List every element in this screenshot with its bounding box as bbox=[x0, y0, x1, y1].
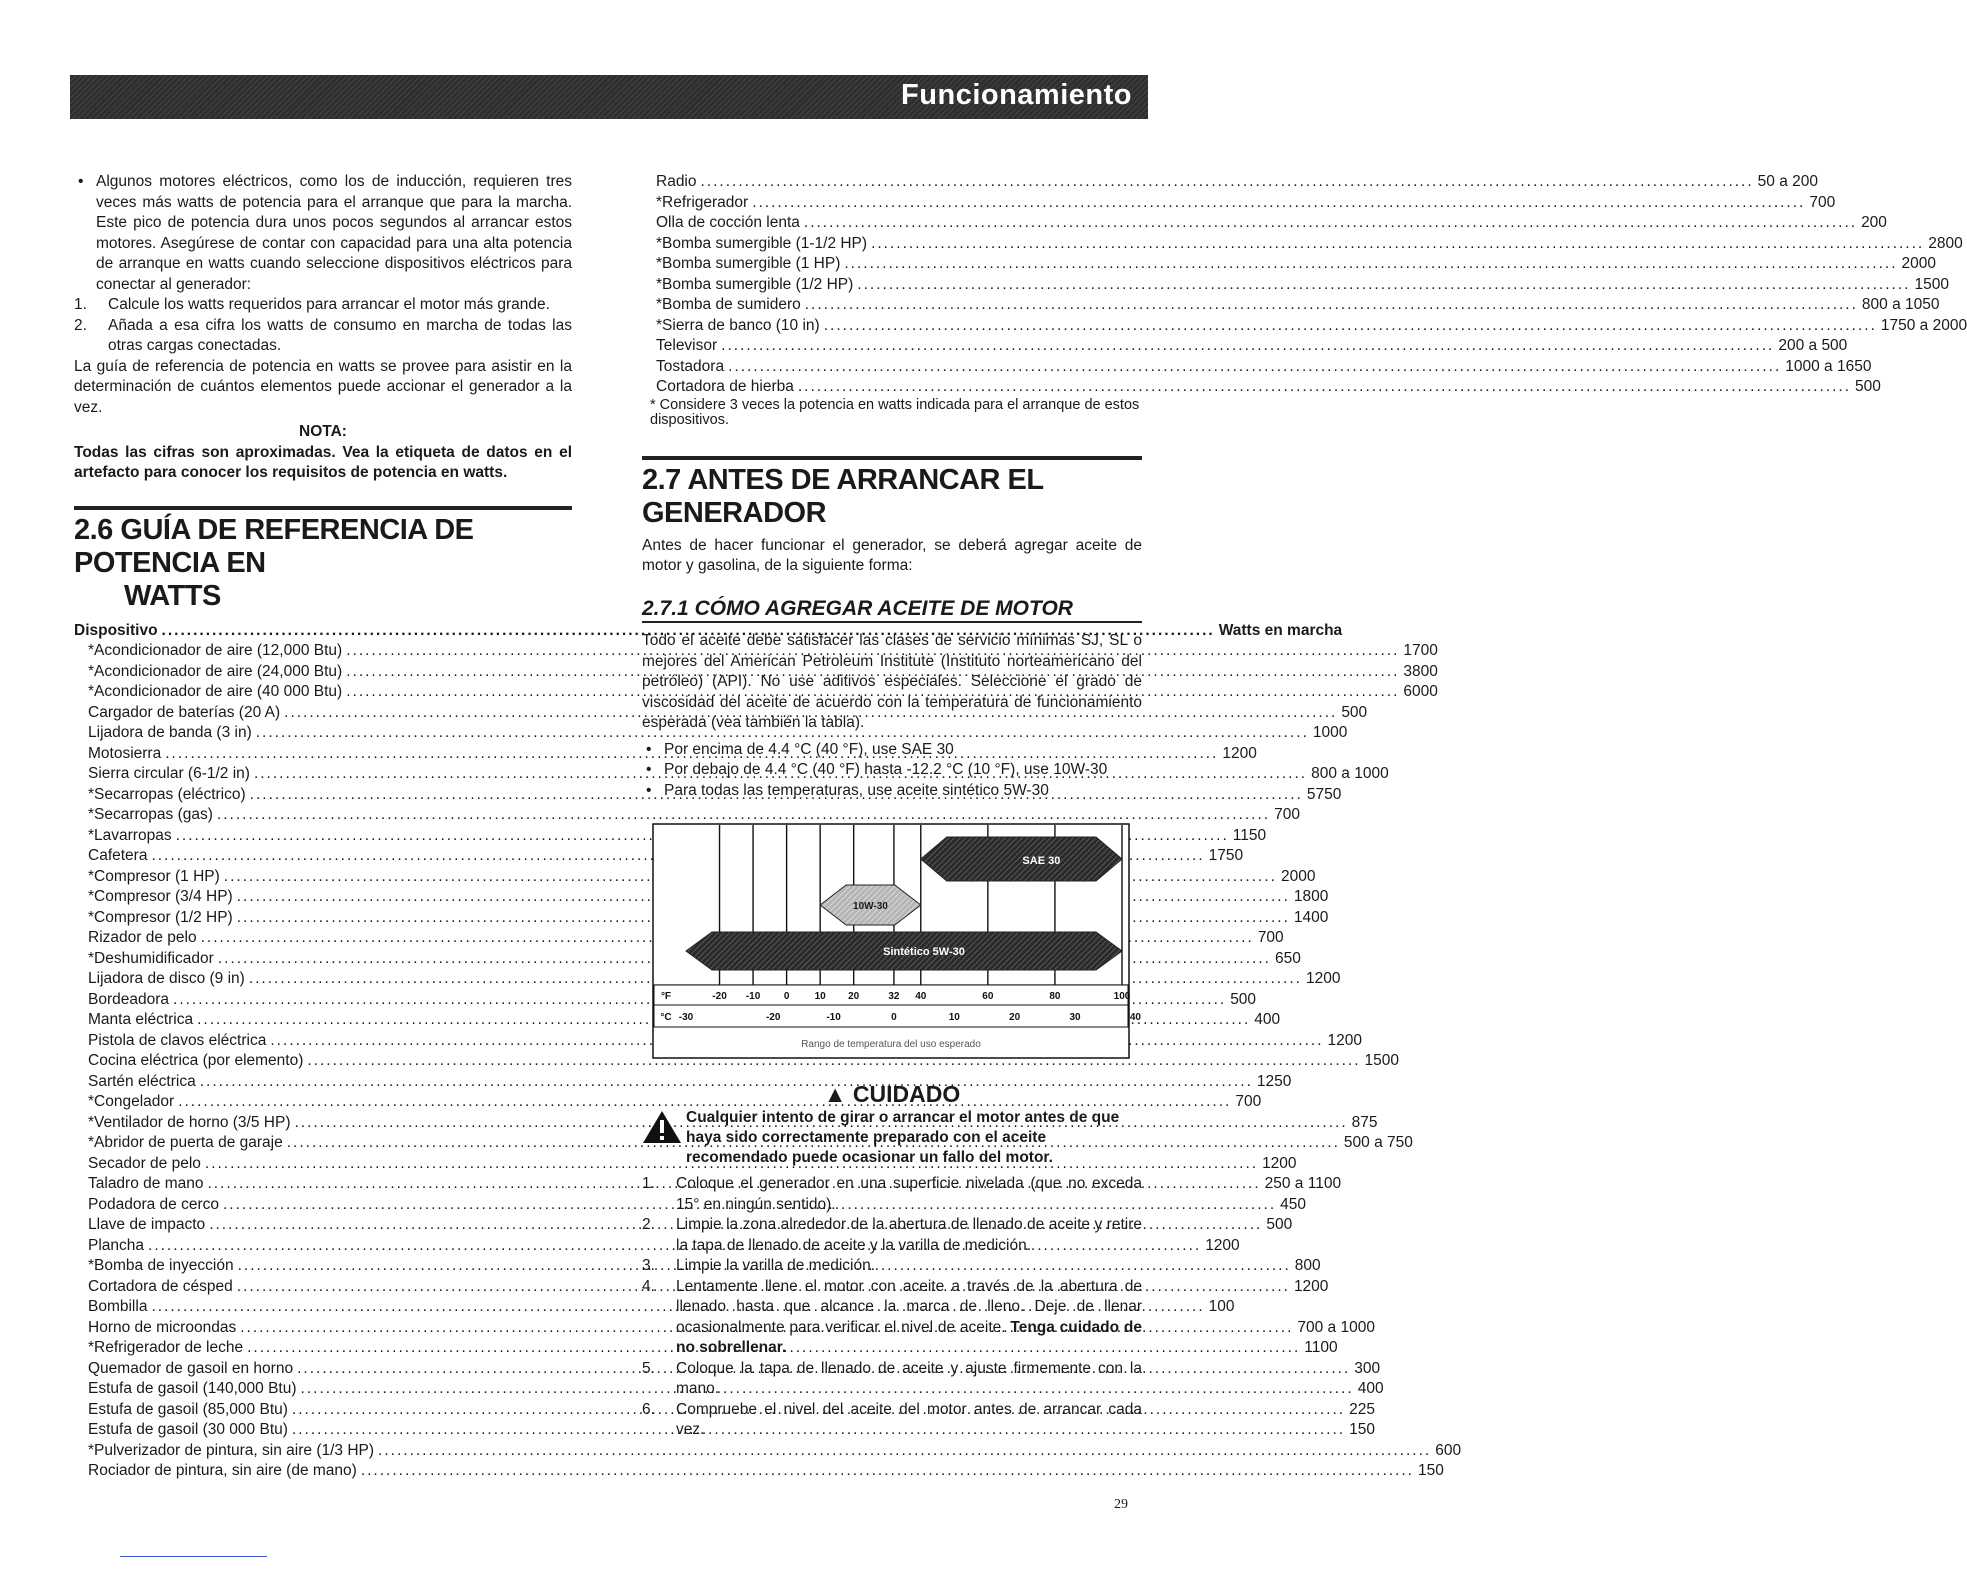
fahrenheit-tick: 0 bbox=[783, 991, 790, 1002]
device-watts: 450 bbox=[1280, 1195, 1307, 1213]
watts-table-row bbox=[656, 234, 1963, 255]
watts-table-header bbox=[74, 621, 1343, 642]
device-name: Rizador de pelo bbox=[88, 929, 197, 946]
watts-table-row bbox=[656, 316, 1967, 337]
device-name: Estufa de gasoil (85,000 Btu) bbox=[88, 1400, 288, 1418]
device-name: Secador de pelo bbox=[88, 1154, 201, 1172]
device-watts: 650 bbox=[1274, 949, 1301, 967]
watts-table-row bbox=[88, 682, 1438, 703]
section-2-6-title-line2: WATTS bbox=[124, 579, 221, 612]
step-number: 6. bbox=[642, 1400, 655, 1418]
subsection-2-7-1-heading bbox=[642, 596, 1142, 624]
device-name: Lijadora de disco (9 in) bbox=[88, 970, 245, 987]
device-watts: 1000 a 1650 bbox=[1785, 357, 1872, 375]
watts-table-row bbox=[656, 377, 1881, 398]
step-text: Coloque la tapa de llenado de aceite y ajuste firmemente con la mano. bbox=[676, 1359, 1142, 1397]
section-banner bbox=[70, 75, 1148, 119]
guide-paragraph: La guía de referencia de potencia en watts se provee para asistir en la determinación de cuántos elementos puede accionar el generador a la vez. bbox=[74, 357, 572, 416]
celsius-tick: 20 bbox=[1009, 1012, 1021, 1023]
step-number: 1. bbox=[642, 1175, 655, 1192]
watts-table-row bbox=[88, 703, 1368, 724]
device-name: Cortadora de hierba bbox=[656, 378, 794, 395]
watts-table-row bbox=[88, 641, 1438, 662]
device-name: Podadora de cerco bbox=[88, 1195, 219, 1213]
step-number: 2. bbox=[74, 316, 87, 334]
step-number: 2. bbox=[642, 1216, 655, 1233]
oil-requirements-paragraph: Todo el aceite debe satisfacer las clases de servicio mínimas SJ, SL o mejores del American Petroleum Institute (Instituto norteamericano del petróleo) (API). No use aditivos especiales. Seleccione el grado de viscosidad del aceite de acuerdo con la temperatura de funcionamiento esperada (vea también la tabla). bbox=[642, 632, 1142, 731]
device-watts: 225 bbox=[1349, 1400, 1375, 1418]
device-name: *Congelador bbox=[88, 1093, 175, 1110]
device-watts: 500 a 750 bbox=[1343, 1134, 1413, 1151]
watts-table-right bbox=[642, 172, 1967, 398]
watts-table-row bbox=[88, 1072, 1292, 1093]
device-name: Taladro de mano bbox=[88, 1175, 204, 1192]
numbered-step bbox=[642, 1277, 1142, 1359]
device-watts: 700 bbox=[1257, 929, 1284, 946]
device-watts: 1000 bbox=[1312, 724, 1348, 741]
device-name: *Secarropas (gas) bbox=[88, 806, 213, 823]
celsius-tick: 0 bbox=[891, 1012, 897, 1023]
step-text: Lentamente llene el motor con aceite a través de la abertura de llenado hasta que alcance la marca de lleno. Deje de llenar ocasionalmente para verificar el nivel de aceite. bbox=[676, 1277, 1142, 1336]
watts-table-row bbox=[88, 969, 1341, 990]
watts-table-row bbox=[656, 213, 1887, 234]
device-watts: 1200 bbox=[1262, 1154, 1297, 1172]
watts-table-row bbox=[656, 336, 1848, 357]
device-name: *Lavarropas bbox=[88, 826, 172, 844]
watts-table-row bbox=[88, 662, 1438, 683]
device-name: *Bomba sumergible (1-1/2 HP) bbox=[656, 234, 868, 252]
left-steps bbox=[74, 295, 572, 357]
device-name: *Sierra de banco (10 in) bbox=[656, 316, 820, 334]
device-watts: 200 a 500 bbox=[1778, 337, 1848, 354]
celsius-tick: 40 bbox=[1129, 1012, 1141, 1023]
step-number: 1. bbox=[74, 296, 87, 313]
device-watts: 700 bbox=[1274, 806, 1300, 823]
device-name: Rociador de pintura, sin aire (de mano) bbox=[88, 1462, 357, 1479]
section-2-7-intro: Antes de hacer funcionar el generador, se deberá agregar aceite de motor y gasolina, de la siguiente forma: bbox=[642, 536, 1142, 574]
section-2-7-title: ANTES DE ARRANCAR EL GENERADOR bbox=[642, 463, 1044, 529]
device-watts: 1800 bbox=[1293, 888, 1329, 905]
device-name: Quemador de gasoil en horno bbox=[88, 1359, 294, 1377]
device-name: *Bomba sumergible (1 HP) bbox=[656, 255, 841, 272]
device-watts: 2000 bbox=[1280, 867, 1316, 885]
step-text: Añada a esa cifra los watts de consumo en marcha de todas las otras cargas conectadas. bbox=[108, 316, 572, 354]
oil-fill-steps bbox=[642, 1174, 1142, 1441]
fahrenheit-unit: °F bbox=[660, 991, 672, 1002]
watts-table-row bbox=[88, 723, 1348, 744]
device-watts: 6000 bbox=[1403, 683, 1438, 700]
celsius-tick: -20 bbox=[765, 1012, 781, 1023]
section-2-7-number: 2.7 bbox=[642, 463, 681, 496]
device-watts: 1200 bbox=[1327, 1031, 1362, 1049]
device-name: Radio bbox=[656, 173, 697, 190]
device-name: Estufa de gasoil (140,000 Btu) bbox=[88, 1380, 297, 1397]
band-label-5w30: Sintético 5W-30 bbox=[883, 946, 965, 958]
subsection-2-7-1-title: CÓMO AGREGAR ACEITE DE MOTOR bbox=[694, 596, 1073, 620]
device-watts: 1150 bbox=[1232, 826, 1267, 844]
device-name: Plancha bbox=[88, 1236, 145, 1254]
fahrenheit-tick: 80 bbox=[1049, 991, 1061, 1002]
watts-table-row bbox=[656, 357, 1872, 378]
device-name: Motosierra bbox=[88, 744, 162, 762]
banner-title: Funcionamiento bbox=[901, 79, 1132, 111]
section-2-6-number: 2.6 bbox=[74, 513, 113, 546]
watts-table-row bbox=[88, 1113, 1378, 1134]
nota-title: NOTA: bbox=[299, 423, 347, 440]
device-watts: 1750 bbox=[1208, 847, 1244, 864]
device-watts: 3800 bbox=[1403, 662, 1438, 680]
oil-grade-bullets bbox=[642, 740, 1142, 802]
device-name: Estufa de gasoil (30 000 Btu) bbox=[88, 1421, 288, 1438]
caution-icon: ▲ bbox=[823, 1080, 847, 1107]
watts-table-row bbox=[88, 1441, 1462, 1462]
celsius-unit: °C bbox=[660, 1012, 672, 1023]
band-label-10w30: 10W-30 bbox=[853, 901, 888, 912]
watts-table-row bbox=[88, 928, 1284, 949]
step-text: Coloque el generador en una superficie nivelada (que no exceda 15° en ningún sentido). bbox=[676, 1175, 1142, 1213]
numbered-step bbox=[642, 1256, 1142, 1277]
device-watts: 400 bbox=[1254, 1011, 1281, 1028]
device-name: Manta eléctrica bbox=[88, 1011, 194, 1028]
device-watts: 150 bbox=[1349, 1421, 1375, 1438]
band-label-sae30: SAE 30 bbox=[1022, 855, 1061, 867]
device-name: *Bomba de inyección bbox=[88, 1257, 234, 1274]
oil-viscosity-chart bbox=[652, 823, 1142, 1066]
section-2-6-title-line1: GUÍA DE REFERENCIA DE POTENCIA EN bbox=[74, 513, 474, 579]
oil-bullet: • Para todas las temperaturas, use aceite sintético 5W-30 bbox=[642, 781, 1142, 802]
numbered-step bbox=[642, 1215, 1142, 1256]
device-watts: 700 a 1000 bbox=[1297, 1318, 1375, 1336]
fahrenheit-tick: 10 bbox=[814, 991, 826, 1002]
device-watts: 250 a 1100 bbox=[1264, 1175, 1342, 1192]
device-name: Bordeadora bbox=[88, 990, 170, 1008]
step-text: Limpie la varilla de medición. bbox=[676, 1257, 876, 1274]
watts-table-row bbox=[88, 1133, 1413, 1154]
device-name: Cafetera bbox=[88, 847, 148, 864]
fahrenheit-tick: 60 bbox=[982, 991, 994, 1002]
device-watts: 800 a 1000 bbox=[1311, 765, 1389, 782]
device-name: *Deshumidificador bbox=[88, 949, 214, 967]
device-watts: 500 bbox=[1266, 1216, 1293, 1233]
device-name: Olla de cocción lenta bbox=[656, 214, 800, 231]
step-emphasis: Tenga cuidado de no sobrellenar. bbox=[676, 1318, 1142, 1356]
starting-watts-footnote: * Considere 3 veces la potencia en watts indicada para el arranque de estos dispositivos. bbox=[650, 396, 1140, 428]
oil-bullet: • Por encima de 4.4 °C (40 °F), use SAE 30 bbox=[642, 740, 1142, 761]
step-text: Limpie la zona alrededor de la abertura de llenado de aceite y retire la tapa de llenado de aceite y la varilla de medición. bbox=[676, 1216, 1142, 1254]
device-watts: 1750 a 2000 bbox=[1880, 316, 1967, 334]
celsius-tick: 30 bbox=[1069, 1012, 1081, 1023]
device-watts: 500 bbox=[1341, 703, 1368, 721]
device-name: Tostadora bbox=[656, 357, 725, 375]
device-name: *Secarropas (eléctrico) bbox=[88, 785, 246, 803]
device-watts: 1200 bbox=[1205, 1236, 1240, 1254]
device-name: Cortadora de césped bbox=[88, 1277, 233, 1295]
chart-caption: Rango de temperatura del uso esperado bbox=[801, 1039, 981, 1050]
section-2-6-heading bbox=[74, 506, 572, 613]
device-watts: 1250 bbox=[1256, 1072, 1292, 1090]
watts-table-row bbox=[88, 1338, 1338, 1359]
numbered-step bbox=[74, 316, 572, 357]
device-name: Cargador de baterías (20 A) bbox=[88, 703, 281, 721]
watts-table-row bbox=[656, 172, 1819, 193]
step-text: Compruebe el nivel del aceite del motor antes de arrancar cada vez. bbox=[676, 1400, 1142, 1438]
device-watts: 700 bbox=[1809, 193, 1836, 211]
device-watts: 100 bbox=[1208, 1298, 1235, 1315]
device-watts: 600 bbox=[1435, 1441, 1462, 1459]
device-name: *Compresor (1/2 HP) bbox=[88, 908, 233, 926]
device-watts: 2000 bbox=[1901, 255, 1937, 272]
device-name: *Ventilador de horno (3/5 HP) bbox=[88, 1113, 291, 1131]
device-name: Horno de microondas bbox=[88, 1318, 237, 1336]
device-name: Bombilla bbox=[88, 1298, 148, 1315]
device-watts: 200 bbox=[1861, 214, 1887, 231]
section-2-7-heading bbox=[642, 456, 1142, 530]
subsection-2-7-1-number: 2.7.1 bbox=[642, 596, 689, 620]
device-name: Llave de impacto bbox=[88, 1216, 206, 1233]
caution-text: Cualquier intento de girar o arrancar el motor antes de que haya sido correctamente preparado con el aceite recomendado puede ocasionar un fallo del motor. bbox=[686, 1109, 1120, 1166]
watts-table-row bbox=[88, 1297, 1235, 1318]
device-name: *Refrigerador bbox=[656, 193, 749, 211]
device-name: Cocina eléctrica (por elemento) bbox=[88, 1052, 304, 1069]
device-name: *Acondicionador de aire (24,000 Btu) bbox=[88, 662, 343, 680]
watts-table-row bbox=[88, 867, 1316, 888]
device-name: *Bomba sumergible (1/2 HP) bbox=[656, 275, 854, 293]
device-watts: 875 bbox=[1351, 1113, 1378, 1131]
fahrenheit-tick: -10 bbox=[745, 991, 761, 1002]
device-watts: 1200 bbox=[1293, 1277, 1329, 1295]
device-watts: 500 bbox=[1855, 378, 1881, 395]
watts-table-row bbox=[656, 295, 1940, 316]
device-name: *Abridor de puerta de garaje bbox=[88, 1134, 283, 1151]
fahrenheit-tick: 32 bbox=[888, 991, 900, 1002]
caution-title: CUIDADO bbox=[852, 1080, 961, 1107]
device-watts: 1200 bbox=[1305, 970, 1341, 987]
watts-table-row bbox=[656, 193, 1836, 214]
device-watts: 800 a 1050 bbox=[1861, 296, 1940, 313]
step-text: Calcule los watts requeridos para arrancar el motor más grande. bbox=[108, 296, 550, 313]
watts-table-row bbox=[88, 826, 1267, 847]
device-watts: 5750 bbox=[1306, 785, 1342, 803]
numbered-step bbox=[642, 1359, 1142, 1400]
numbered-step bbox=[642, 1400, 1142, 1441]
nota-text: Todas las cifras son aproximadas. Vea la etiqueta de datos en el artefacto para conocer los requisitos de potencia en watts. bbox=[74, 443, 572, 481]
celsius-tick: 10 bbox=[948, 1012, 960, 1023]
caution-message bbox=[642, 1108, 1142, 1168]
device-name: *Acondicionador de aire (12,000 Btu) bbox=[88, 642, 343, 659]
device-name: *Pulverizador de pintura, sin aire (1/3 HP) bbox=[88, 1441, 375, 1459]
device-watts: 1100 bbox=[1304, 1339, 1338, 1356]
bottom-rule bbox=[120, 1556, 267, 1557]
device-watts: 400 bbox=[1357, 1380, 1384, 1397]
celsius-tick: -30 bbox=[678, 1012, 694, 1023]
device-name: *Acondicionador de aire (40 000 Btu) bbox=[88, 683, 343, 700]
page-number: 29 bbox=[1114, 1497, 1128, 1512]
watts-table-row bbox=[88, 1461, 1444, 1482]
celsius-tick: -10 bbox=[826, 1012, 841, 1023]
device-watts: 2800 bbox=[1928, 234, 1963, 252]
device-name: *Refrigerador de leche bbox=[88, 1339, 244, 1356]
device-name: *Bomba de sumidero bbox=[656, 296, 801, 313]
device-watts: 300 bbox=[1354, 1359, 1381, 1377]
device-name: Pistola de clavos eléctrica bbox=[88, 1031, 267, 1049]
fahrenheit-tick: 40 bbox=[915, 991, 927, 1002]
device-watts: 1500 bbox=[1914, 275, 1949, 293]
numbered-step bbox=[74, 295, 572, 316]
device-watts: 1200 bbox=[1222, 744, 1257, 762]
step-number: 5. bbox=[642, 1359, 655, 1377]
step-number: 3. bbox=[642, 1257, 655, 1274]
watts-table-row bbox=[88, 1154, 1297, 1175]
intro-bullet: • Algunos motores eléctricos, como los de inducción, requieren tres veces más watts de potencia para el arranque que para la marcha. Este pico de potencia dura unos pocos segundos al arrancar estos motores. Asegúrese de contar con capacidad para una alta potencia de arranque en watts cuando seleccione dispositivos eléctricos para conectar al generador: bbox=[74, 172, 572, 295]
fahrenheit-tick: 20 bbox=[848, 991, 860, 1002]
device-name: *Compresor (1 HP) bbox=[88, 867, 220, 885]
watts-table-row bbox=[88, 1277, 1329, 1298]
watts-table-row bbox=[88, 1420, 1375, 1441]
device-name: *Compresor (3/4 HP) bbox=[88, 888, 233, 905]
device-column-header: Dispositivo bbox=[74, 621, 158, 639]
device-watts: 50 a 200 bbox=[1757, 173, 1819, 190]
caution-heading bbox=[642, 1080, 1142, 1107]
device-watts: 1400 bbox=[1293, 908, 1329, 926]
device-watts: 150 bbox=[1417, 1462, 1444, 1479]
device-name: Sierra circular (6-1/2 in) bbox=[88, 765, 250, 782]
numbered-step bbox=[642, 1174, 1142, 1215]
device-watts: 700 bbox=[1235, 1093, 1262, 1110]
watts-table-row bbox=[88, 1379, 1384, 1400]
device-name: Lijadora de banda (3 in) bbox=[88, 724, 252, 741]
device-name: Sartén eléctrica bbox=[88, 1072, 196, 1090]
viscosity-band bbox=[921, 837, 1122, 881]
watts-table-row bbox=[656, 275, 1949, 296]
fahrenheit-tick: -20 bbox=[712, 991, 727, 1002]
device-name: Televisor bbox=[656, 337, 718, 354]
watts-table-row bbox=[88, 1195, 1307, 1216]
device-watts: 1700 bbox=[1403, 642, 1438, 659]
device-watts: 500 bbox=[1230, 990, 1257, 1008]
warning-triangle-icon bbox=[642, 1110, 682, 1144]
watts-column-header: Watts en marcha bbox=[1218, 621, 1343, 639]
watts-table-row bbox=[88, 1051, 1400, 1072]
watts-table-row bbox=[88, 805, 1300, 826]
watts-table-row bbox=[88, 908, 1329, 929]
watts-table-row bbox=[88, 1236, 1240, 1257]
fahrenheit-tick: 100 bbox=[1113, 991, 1131, 1002]
device-watts: 1500 bbox=[1364, 1052, 1400, 1069]
oil-chart-svg bbox=[652, 823, 1141, 1059]
oil-bullet: • Por debajo de 4.4 °C (40 °F) hasta -12.2 °C (10 °F), use 10W-30 bbox=[642, 760, 1142, 781]
step-number: 4. bbox=[642, 1277, 655, 1295]
device-watts: 800 bbox=[1294, 1257, 1321, 1274]
watts-table-row bbox=[656, 254, 1937, 275]
